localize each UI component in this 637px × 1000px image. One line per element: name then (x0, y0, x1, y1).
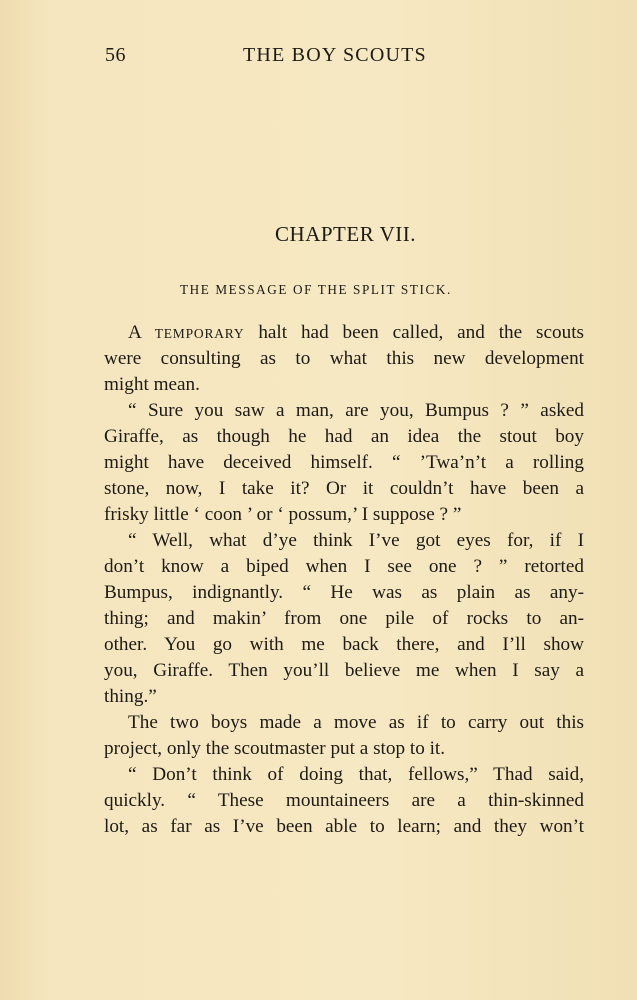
text-line: frisky little ‘ coon ’ or ‘ possum,’ I suppose ? ” (104, 504, 462, 525)
text-line: thing.” (104, 686, 157, 707)
text-line: The two boys made a move as if to carry out this (128, 712, 584, 733)
text-line: thing; and makin’ from one pile of rocks to an- (104, 608, 584, 629)
chapter-subtitle: THE MESSAGE OF THE SPLIT STICK. (180, 282, 452, 297)
running-head: THE BOY SCOUTS (243, 44, 427, 66)
text-line: “ Sure you saw a man, are you, Bumpus ? ” asked (128, 400, 584, 421)
text-line: lot, as far as I’ve been able to learn; and they won’t (104, 816, 584, 837)
text-line: project, only the scoutmaster put a stop to it. (104, 738, 446, 759)
text-line: might have deceived himself. “ ’Twa’n’t a rolling (104, 452, 584, 473)
text-line: other. You go with me back there, and I’ll show (104, 634, 584, 655)
lead-word: A (128, 322, 141, 343)
text-line: “ Don’t think of doing that, fellows,” Thad said, (128, 764, 584, 785)
text-line: you, Giraffe. Then you’ll believe me when I say a (104, 660, 584, 681)
text-line: Bumpus, indignantly. “ He was as plain as any- (104, 582, 584, 603)
text-line: don’t know a biped when I see one ? ” retorted (104, 556, 584, 577)
text-line: “ Well, what d’ye think I’ve got eyes for, if I (128, 530, 584, 551)
page-number: 56 (105, 44, 126, 66)
text-line: Giraffe, as though he had an idea the stout boy (104, 426, 584, 447)
body-text (104, 320, 584, 840)
text-line: might mean. (104, 374, 200, 395)
text-line: were consulting as to what this new development (104, 348, 584, 369)
lead-smallcaps: TEMPORARY (154, 326, 245, 341)
text-line: stone, now, I take it? Or it couldn’t have been a (104, 478, 584, 499)
line-rest: halt had been called, and the scouts (258, 322, 585, 343)
chapter-title: CHAPTER VII. (275, 222, 416, 246)
text-line (104, 320, 584, 346)
text-line: quickly. “ These mountaineers are a thin-skinned (104, 790, 584, 811)
